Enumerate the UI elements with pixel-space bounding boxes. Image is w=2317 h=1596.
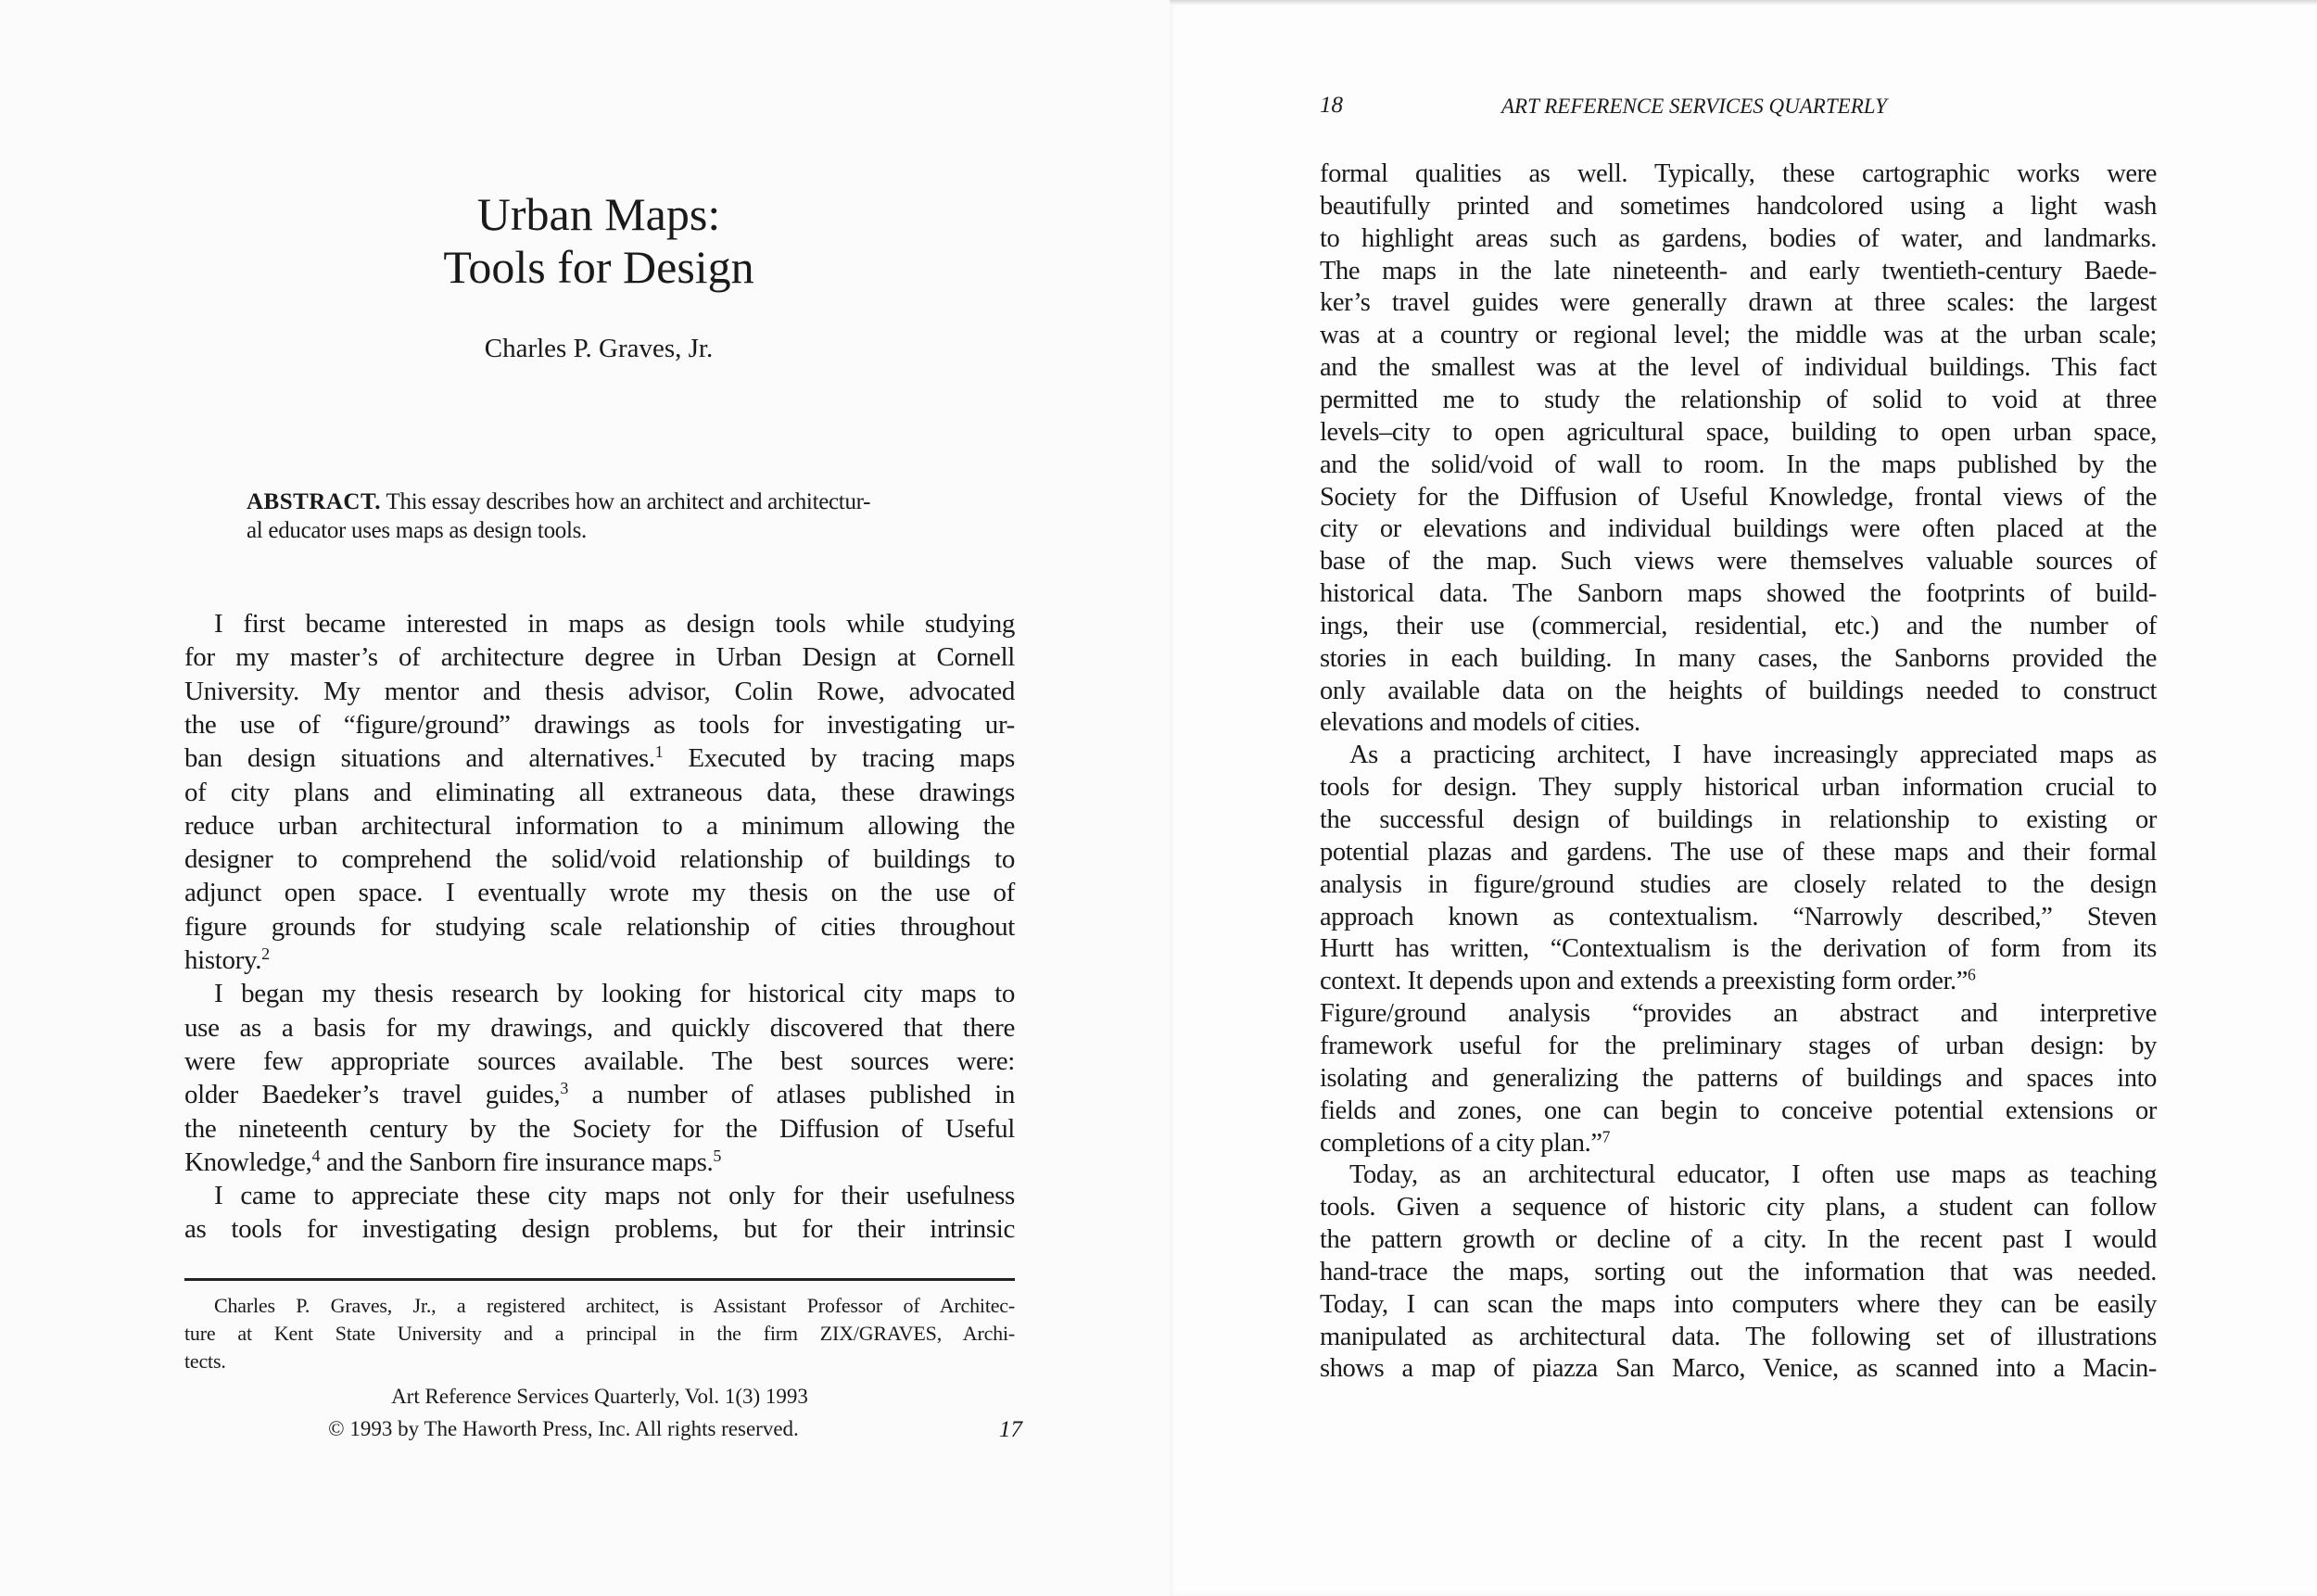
running-head: ART REFERENCE SERVICES QUARTERLY	[1501, 95, 1887, 118]
abstract-text: This essay describes how an architect and architectur-	[386, 489, 871, 514]
text-line: Hurtt has written, “Contextualism is the derivation of form from its	[1320, 934, 2157, 964]
text-line: manipulated as architectural data. The following set of illustrations	[1320, 1322, 2157, 1351]
text-line: I came to appreciate these city maps not only for their usefulness	[214, 1181, 1015, 1211]
text-line: adjunct open space. I eventually wrote my thesis on the use of	[184, 878, 1015, 908]
footnote-reference: 3	[560, 1079, 568, 1098]
text-line: analysis in figure/ground studies are closely related to the design	[1320, 869, 2157, 899]
abstract-line2: al educator uses maps as design tools.	[247, 518, 587, 543]
text-line: The maps in the late nineteenth- and early twentieth-century Baede-	[1320, 256, 2157, 285]
text-line: were few appropriate sources available. The best sources were:	[184, 1045, 1015, 1076]
journal-citation: Art Reference Services Quarterly, Vol. 1(3) 1993	[391, 1385, 808, 1408]
text-line: approach known as contextualism. “Narrowly described,” Steven	[1320, 902, 2157, 931]
page-number-left: 17	[999, 1417, 1022, 1442]
text-line: stories in each building. In many cases, the Sanborns provided the	[1320, 643, 2157, 673]
text-line: historical data. The Sanborn maps showed the footprints of build-	[1320, 579, 2157, 609]
copyright-line: © 1993 by The Haworth Press, Inc. All rights reserved.	[328, 1417, 799, 1440]
text-line: formal qualities as well. Typically, these cartographic works were	[1320, 159, 2157, 188]
text-line: the pattern growth or decline of a city. In the recent past I would	[1320, 1225, 2157, 1255]
text-line: for my master’s of architecture degree in Urban Design at Cornell	[184, 642, 1015, 673]
text-line: Knowledge,$^4$ and the Sanborn fire insurance maps.$^5$	[184, 1146, 722, 1177]
text-line: as tools for investigating design problems, but for their intrinsic	[184, 1214, 1015, 1245]
text-line: fields and zones, one can begin to conceive potential extensions or	[1320, 1096, 2157, 1125]
text-line: ture at Kent State University and a principal in the firm ZIX/GRAVES, Archi-	[184, 1322, 1015, 1345]
text-line: hand-trace the maps, sorting out the information that was needed.	[1320, 1257, 2157, 1286]
text-line: As a practicing architect, I have increasingly appreciated maps as	[1349, 741, 2157, 770]
article-title-line2: Tools for Design	[443, 241, 754, 293]
text-line: permitted me to study the relationship of solid to void at three	[1320, 385, 2157, 414]
author-name: Charles P. Graves, Jr.	[484, 334, 714, 363]
text-line: ker’s travel guides were generally drawn at three scales: the largest	[1320, 288, 2157, 318]
article-title-line1: Urban Maps:	[476, 188, 721, 240]
text-line: the successful design of buildings in relationship to existing or	[1320, 805, 2157, 834]
footnote-reference: 1	[654, 742, 664, 762]
footnote-reference: 7	[1602, 1126, 1611, 1146]
text-line: city or elevations and individual buildings were often placed at the	[1320, 514, 2157, 544]
text-line: tects.	[184, 1349, 226, 1373]
text-line: only available data on the heights of buildings needed to construct	[1320, 676, 2157, 705]
text-line: University. My mentor and thesis advisor, Colin Rowe, advocated	[184, 676, 1015, 706]
text-line: completions of a city plan.”$^7$	[1320, 1126, 1611, 1158]
text-line: history.$^2$	[184, 944, 270, 975]
text-line: framework useful for the preliminary stages of urban design: by	[1320, 1031, 2157, 1060]
text-line: Today, as an architectural educator, I often use maps as teaching	[1349, 1160, 2157, 1190]
text-line: elevations and models of cities.	[1320, 708, 1640, 738]
footnote-reference: 4	[311, 1146, 321, 1165]
text-line: older Baedeker’s travel guides,$^3$ a number of atlases published in	[184, 1079, 1016, 1110]
text-line: and the smallest was at the level of individual buildings. This fact	[1320, 353, 2157, 383]
abstract-line1	[247, 488, 1025, 516]
footnote-reference: 6	[1967, 965, 1976, 984]
text-line: ban design situations and alternatives.$^1$ Executed by tracing maps	[184, 742, 1015, 774]
footnote-reference: 5	[713, 1146, 722, 1165]
page-number-right: 18	[1320, 93, 1343, 118]
text-line: tools. Given a sequence of historic city plans, a student can follow	[1320, 1193, 2157, 1222]
text-line: tools for design. They supply historical urban information crucial to	[1320, 773, 2157, 803]
text-line: to highlight areas such as gardens, bodies of water, and landmarks.	[1320, 223, 2157, 253]
text-line: of city plans and eliminating all extraneous data, these drawings	[184, 777, 1015, 807]
text-line: base of the map. Such views were themselves valuable sources of	[1320, 547, 2157, 576]
text-line: the nineteenth century by the Society for the Diffusion of Useful	[184, 1113, 1015, 1144]
text-line: was at a country or regional level; the middle was at the urban scale;	[1320, 321, 2157, 350]
abstract	[247, 488, 1025, 545]
text-line: Figure/ground analysis “provides an abstract and interpretive	[1320, 999, 2157, 1029]
text-line: ings, their use (commercial, residential, etc.) and the number of	[1320, 611, 2157, 640]
text-line: designer to comprehend the solid/void relationship of buildings to	[184, 844, 1015, 875]
abstract-label: ABSTRACT.	[247, 489, 382, 514]
text-line: potential plazas and gardens. The use of these maps and their formal	[1320, 837, 2157, 867]
text-line: I began my thesis research by looking for historical city maps to	[214, 979, 1015, 1009]
text-line: shows a map of piazza San Marco, Venice, as scanned into a Macin-	[1320, 1354, 2157, 1384]
footnote-reference: 2	[261, 944, 270, 964]
text-line: levels–city to open agricultural space, building to open urban space,	[1320, 417, 2157, 447]
text-line: Charles P. Graves, Jr., a registered architect, is Assistant Professor of Architec-	[214, 1294, 1015, 1317]
text-line: Today, I can scan the maps into computers where they can be easily	[1320, 1289, 2157, 1319]
text-line: context. It depends upon and extends a preexisting form order.”$^6$	[1320, 965, 1976, 996]
text-line: isolating and generalizing the patterns of buildings and spaces into	[1320, 1063, 2157, 1093]
text-line: the use of “figure/ground” drawings as tools for investigating ur-	[184, 709, 1015, 740]
text-line: and the solid/void of wall to room. In the maps published by the	[1320, 450, 2157, 479]
text-line: reduce urban architectural information to a minimum allowing the	[184, 810, 1015, 841]
text-line: use as a basis for my drawings, and quickly discovered that there	[184, 1012, 1015, 1043]
footnote-rule	[184, 1278, 1015, 1281]
text-line: beautifully printed and sometimes handcolored using a light wash	[1320, 191, 2157, 221]
scan-edge-shadow	[1170, 0, 2317, 6]
text-line: Society for the Diffusion of Useful Knowledge, frontal views of the	[1320, 482, 2157, 512]
text-line: figure grounds for studying scale relationship of cities throughout	[184, 911, 1015, 942]
text-line: I first became interested in maps as design tools while studying	[214, 609, 1015, 639]
